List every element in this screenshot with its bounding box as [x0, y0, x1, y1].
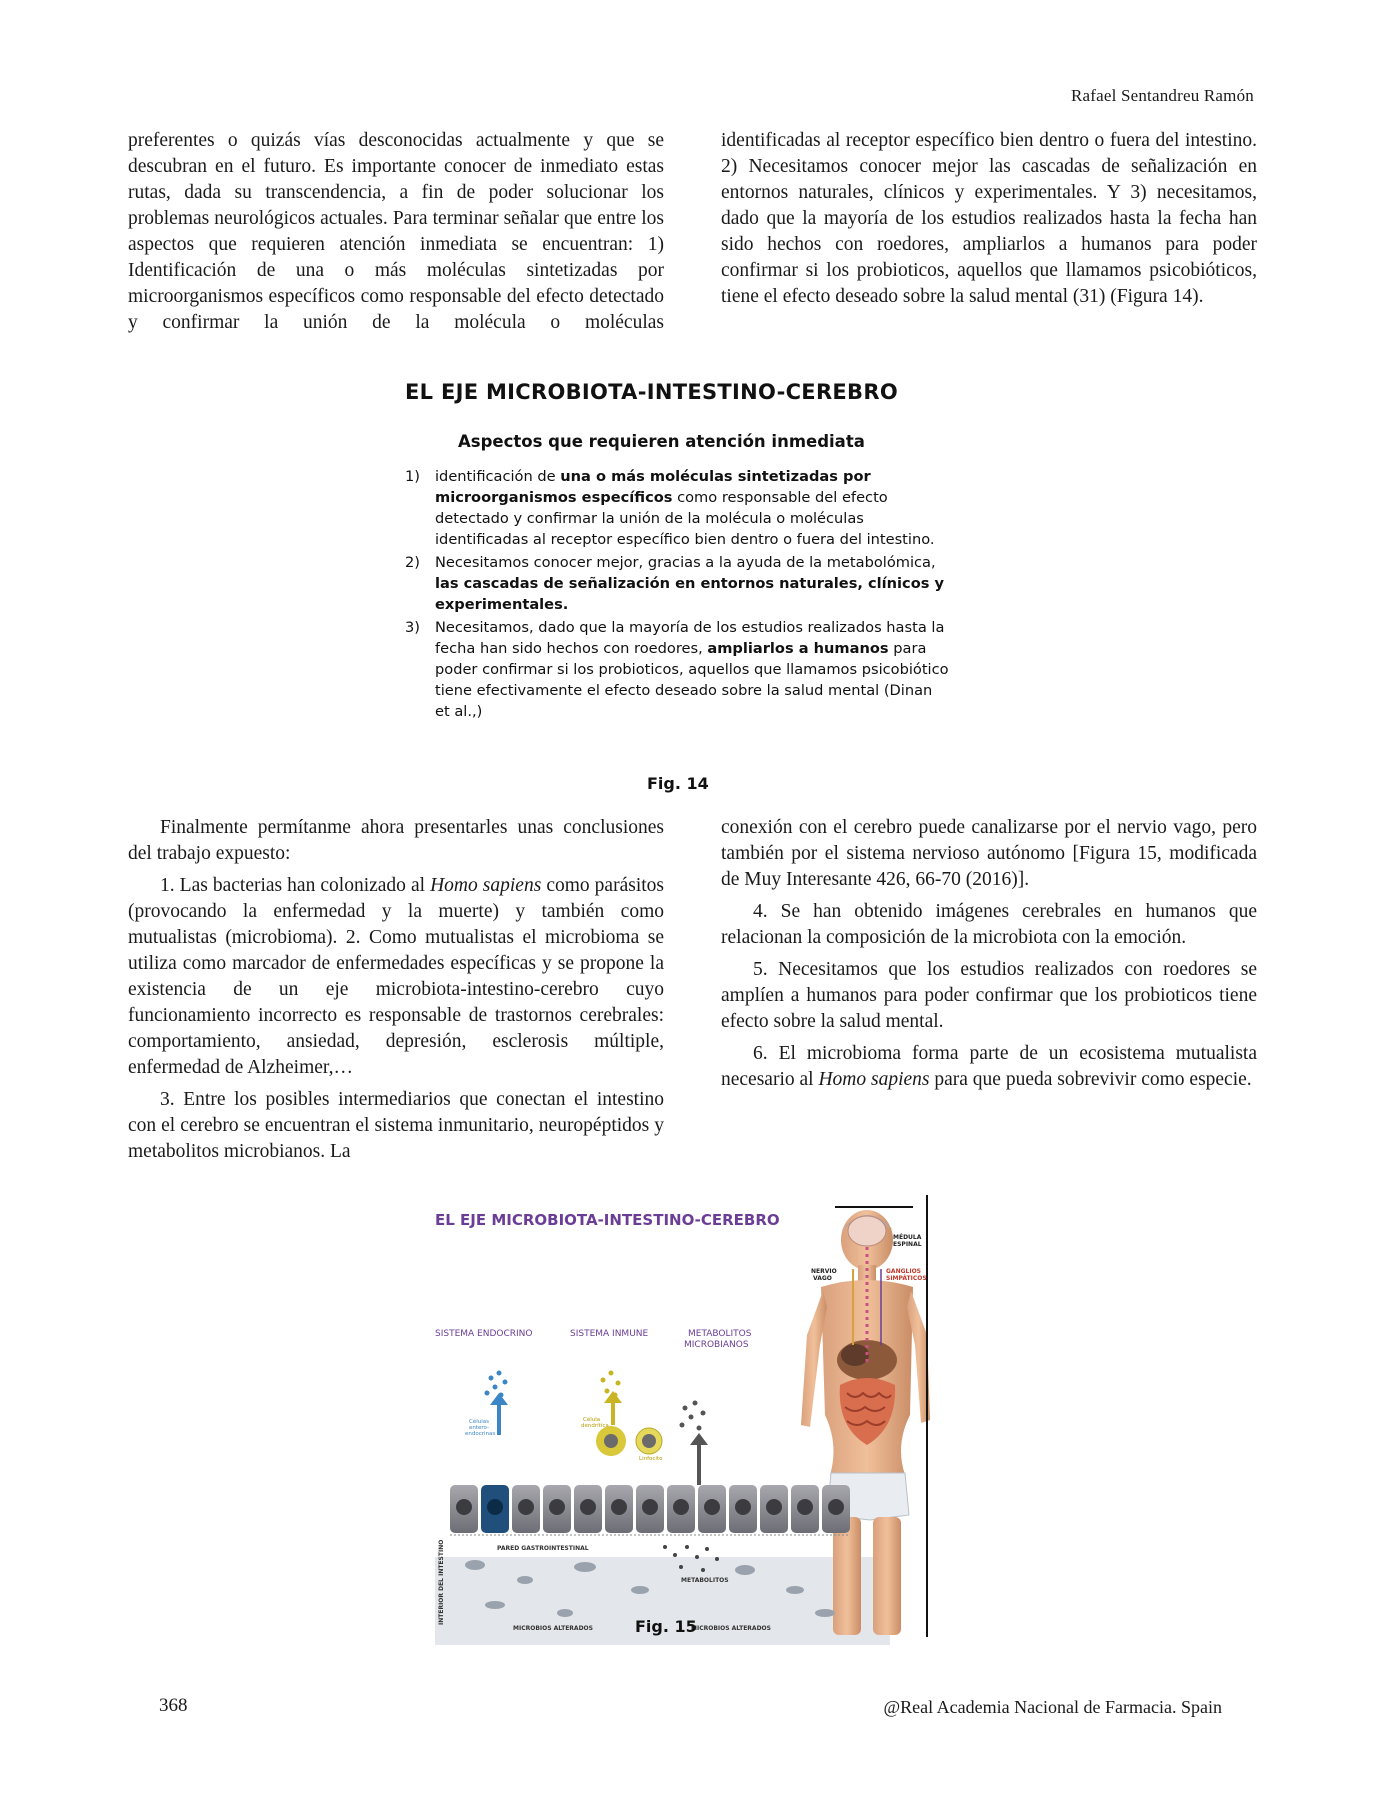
text-run: 6. El microbioma forma parte de un ecosistema mutualista necesario al: [721, 1043, 1257, 1090]
label-interior-intestino: INTERIOR DEL INTESTINO: [438, 1539, 445, 1625]
paragraph: [128, 873, 664, 1081]
text-run: 1. Las bacterias han colonizado al: [160, 875, 431, 896]
text-column-top-left: [128, 128, 664, 336]
figure-15-caption: Fig. 15: [635, 1617, 697, 1636]
text-column-bottom-right: [721, 815, 1257, 1093]
paragraph: Finalmente permítanme ahora presentarles unas conclusiones del trabajo expuesto:: [128, 817, 664, 864]
label-linfocito: Linfocito: [639, 1456, 663, 1462]
italic-term: Homo sapiens: [430, 875, 542, 896]
paragraph: identificadas al receptor específico bien dentro o fuera del intestino. 2) Necesitamos conocer mejor las cascadas de señalización en entornos naturales, clínicos y experimentales. Y 3) necesitamos, dado que la mayoría de los estudios realizados hasta la fecha han sido hechos con roedores, ampliarlos a humanos para poder confirmar si los probioticos, aquellos que llamamos psicobióticos, tiene el efecto deseado sobre la salud mental (31) (Figura 14).: [721, 130, 1257, 307]
label-metabolitos: MICROBIANOS: [684, 1340, 749, 1350]
label-medula-espinal: MÉDULA: [893, 1234, 922, 1241]
item-text: Necesitamos, dado que la mayoría de los estudios realizados hasta la fecha han sido hechos con roedores,: [435, 619, 945, 657]
footer-organization: @Real Academia Nacional de Farmacia. Spain: [883, 1697, 1222, 1717]
label-microbios-alterados: MICROBIOS ALTERADOS: [691, 1625, 771, 1632]
label-celula-dendritica: Célula: [583, 1417, 601, 1423]
label-sistema-inmune: SISTEMA INMUNE: [570, 1329, 649, 1339]
label-metabolitos: METABOLITOS: [688, 1329, 752, 1339]
figure-14-item: [405, 552, 950, 615]
figure-15-title: EL EJE MICROBIOTA-INTESTINO-CEREBRO: [435, 1211, 780, 1229]
item-text: para poder confirmar si los probioticos, aquellos que llamamos psicobiótico tiene efectivamente el efecto deseado sobre la salud mental (Dinan et al.,): [435, 640, 949, 720]
label-ganglios-simpaticos: SIMPÁTICOS: [886, 1275, 927, 1282]
figure-14-caption: Fig. 14: [647, 774, 709, 793]
paragraph: 3. Entre los posibles intermediarios que conectan el intestino con el cerebro se encuentran el sistema inmunitario, neuropéptidos y metabolitos microbianos. La: [128, 1089, 664, 1162]
item-text-bold: ampliarlos a humanos: [707, 640, 889, 657]
item-text: Necesitamos conocer mejor, gracias a la ayuda de la metabolómica,: [435, 554, 936, 571]
text-run: para que pueda sobrevivir como especie.: [929, 1069, 1252, 1090]
label-nervio-vago: NERVIO: [811, 1268, 837, 1275]
figure-14-list: [405, 466, 950, 724]
item-text: identificación de: [435, 468, 561, 485]
item-number: 2): [405, 554, 420, 571]
figure-14-subtitle: Aspectos que requieren atención inmediata: [458, 432, 865, 451]
running-header-author: Rafael Sentandreu Ramón: [1070, 86, 1254, 105]
item-text: como responsable del efecto detectado y confirmar la unión de la molécula o moléculas identificadas al receptor específico bien dentro o fuera del intestino.: [435, 489, 935, 548]
paragraph: 4. Se han obtenido imágenes cerebrales en humanos que relacionan la composición de la microbiota con la emoción.: [721, 901, 1257, 948]
label-nervio-vago: VAGO: [813, 1275, 832, 1282]
label-celula-dendritica: dendrítica: [581, 1423, 609, 1429]
text-column-bottom-left: [128, 815, 664, 1165]
figure-14-item: [405, 617, 950, 722]
label-microbios-alterados: MICROBIOS ALTERADOS: [513, 1625, 593, 1632]
label-celulas-enteroendocrinas: Células: [469, 1419, 490, 1425]
page-number: 368: [159, 1695, 188, 1716]
figure-14-item: [405, 466, 950, 550]
paragraph: 5. Necesitamos que los estudios realizados con roedores se amplíen a humanos para poder confirmar que los probioticos tiene efecto sobre la salud mental.: [721, 959, 1257, 1032]
item-number: 1): [405, 468, 420, 485]
label-metabolitos-lumen: METABOLITOS: [681, 1577, 729, 1584]
paragraph: conexión con el cerebro puede canalizarse por el nervio vago, pero también por el sistema nervioso autónomo [Figura 15, modificada de Muy Interesante 426, 66-70 (2016)].: [721, 817, 1257, 890]
paragraph: preferentes o quizás vías desconocidas actualmente y que se descubran en el futuro. Es importante conocer de inmediato estas rutas, dada su transcendencia, a fin de poder solucionar los problemas neurológicos actuales. Para terminar señalar que entre los aspectos que requieren atención inmediata se encuentran: 1) Identificación de una o más moléculas sintetizadas por microorganismos específicos como responsable del efecto detectado y confirmar la unión de la molécula o moléculas: [128, 130, 664, 333]
label-ganglios-simpaticos: GANGLIOS: [886, 1268, 921, 1275]
italic-term: Homo sapiens: [818, 1069, 930, 1090]
label-sistema-endocrino: SISTEMA ENDOCRINO: [435, 1329, 533, 1339]
item-text-bold: las cascadas de señalización en entornos naturales, clínicos y experimentales.: [435, 575, 945, 613]
figure-15-illustration: [435, 1195, 930, 1650]
item-text-bold: una o más moléculas sintetizadas por microorganismos específicos: [435, 468, 871, 506]
figure-14-title: EL EJE MICROBIOTA-INTESTINO-CEREBRO: [405, 380, 898, 404]
label-medula-espinal: ESPINAL: [893, 1241, 922, 1248]
text-run: como parásitos (provocando la enfermedad y la muerte) y también como mutualistas (microbioma). 2. Como mutualistas el microbioma se utiliza como marcador de enfermedades específicas y se propone la existencia de un eje microbiota-intestino-cerebro cuyo funcionamiento incorrecto es responsable de trastornos cerebrales: comportamiento, ansiedad, depresión, esclerosis múltiple, enfermedad de Alzheimer,…: [128, 875, 664, 1078]
item-number: 3): [405, 619, 420, 636]
label-celulas-enteroendocrinas: entero-: [469, 1425, 490, 1431]
label-celulas-enteroendocrinas: endocrinas: [465, 1431, 496, 1437]
text-column-top-right: [721, 128, 1257, 310]
label-pared-gastrointestinal: PARED GASTROINTESTINAL: [497, 1545, 589, 1552]
paragraph: [721, 1041, 1257, 1093]
